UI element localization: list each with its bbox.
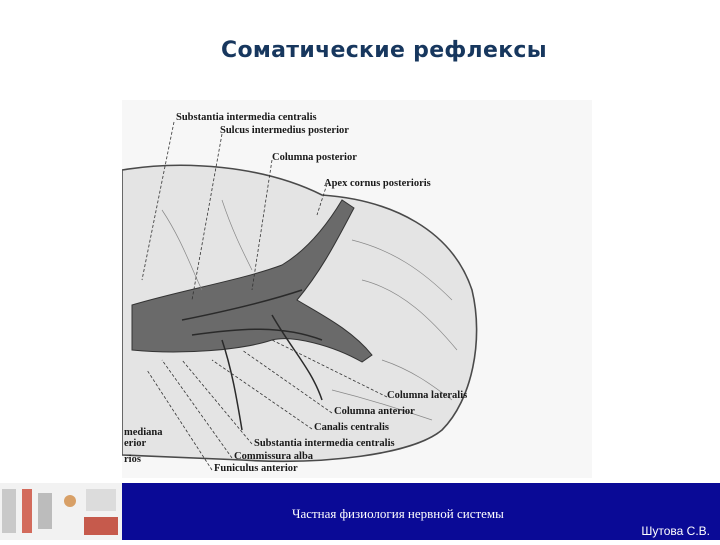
label-erior: erior <box>124 438 147 449</box>
label-columna-posterior: Columna posterior <box>272 152 357 163</box>
label-columna-anterior: Columna anterior <box>334 406 415 417</box>
label-canalis: Canalis centralis <box>314 422 389 433</box>
footer-author: Шутова С.В. <box>641 524 710 538</box>
label-columna-lateralis: Columna lateralis <box>387 390 468 401</box>
footer-thumbnail-strip <box>0 483 122 540</box>
spinal-cord-diagram <box>122 100 592 478</box>
label-apex: Apex cornus posterioris <box>324 178 431 189</box>
label-substantia-intermedia-top: Substantia intermedia centralis <box>176 112 317 123</box>
label-rios: rios <box>124 454 141 465</box>
thumbnail-figure-2 <box>22 489 32 533</box>
slide-title: Соматические рефлексы <box>221 38 547 63</box>
label-mediana: mediana <box>124 427 163 438</box>
footer-bar <box>122 483 720 540</box>
label-funiculus: Funiculus anterior <box>214 463 298 474</box>
thumbnail-figure-1 <box>2 489 16 533</box>
label-substantia-intermedia-bottom: Substantia intermedia centralis <box>254 438 395 449</box>
footer-course-title: Частная физиология нервной системы <box>292 506 504 521</box>
thumbnail-figure-6 <box>84 517 118 535</box>
thumbnail-figure-3 <box>38 493 52 529</box>
label-sulcus: Sulcus intermedius posterior <box>220 125 349 136</box>
thumbnail-figure-4 <box>64 495 76 507</box>
label-commissura: Commissura alba <box>234 451 314 462</box>
thumbnail-figure-5 <box>86 489 116 511</box>
